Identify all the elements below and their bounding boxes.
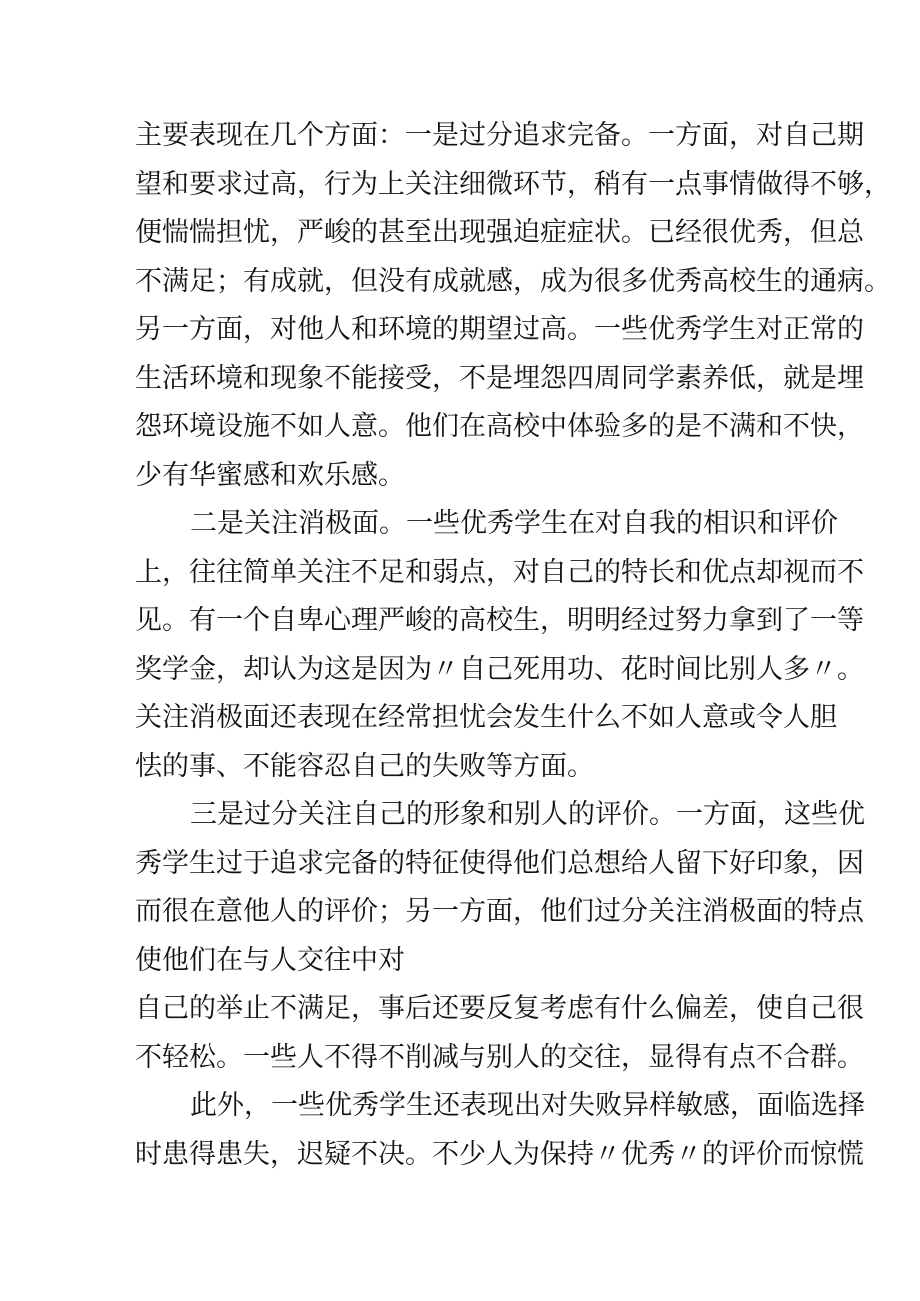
- line-text: 二是关注消极面。一些优秀学生在对自我的相识和评价: [190, 508, 838, 539]
- text-line: [0, 792, 920, 838]
- line-text: 三是过分关注自己的形象和别人的评价。一方面，这些优: [190, 799, 865, 830]
- line-text: 奖学金，却认为这是因为〃自己死用功、花时间比别人多〃。: [135, 654, 864, 685]
- line-text: 秀学生过于追求完备的特征使得他们总想给人留下好印象，因: [135, 848, 864, 879]
- text-line: [0, 453, 920, 499]
- line-text: 此外，一些优秀学生还表现出对失败异样敏感，面临选择: [190, 1090, 865, 1121]
- text-line: [0, 113, 920, 159]
- line-text: 自己的举止不满足，事后还要反复考虑有什么偏差，使自己很: [135, 993, 864, 1024]
- line-text: 时患得患失，迟疑不决。不少人为保持〃优秀〃的评价而惊慌: [135, 1139, 864, 1170]
- line-text: 不轻松。一些人不得不削减与别人的交往，显得有点不合群。: [135, 1042, 864, 1073]
- line-text: 关注消极面还表现在经常担忧会发生什么不如人意或令人胆: [135, 702, 837, 733]
- text-line: [0, 501, 920, 547]
- line-text: 怯的事、不能容忍自己的失败等方面。: [135, 751, 594, 782]
- text-line: [0, 1132, 920, 1178]
- line-text: 主要表现在几个方面：一是过分追求完备。一方面，对自己期: [135, 120, 864, 151]
- text-line: [0, 259, 920, 305]
- line-text: 生活环境和现象不能接受，不是埋怨四周同学素养低，就是埋: [135, 363, 864, 394]
- text-line: [0, 1083, 920, 1129]
- line-text: 望和要求过高，行为上关注细微环节，稍有一点事情做得不够，: [135, 169, 891, 200]
- text-line: [0, 986, 920, 1032]
- text-line: [0, 356, 920, 402]
- text-line: [0, 598, 920, 644]
- text-line: [0, 210, 920, 256]
- text-line: [0, 550, 920, 596]
- line-text: 使他们在与人交往中对: [135, 945, 405, 976]
- text-line: [0, 744, 920, 790]
- text-line: [0, 307, 920, 353]
- line-text: 上，往往简单关注不足和弱点，对自己的特长和优点却视而不: [135, 557, 864, 588]
- line-text: 怨环境设施不如人意。他们在高校中体验多的是不满和不快，: [135, 411, 864, 442]
- line-text: 见。有一个自卑心理严峻的高校生，明明经过努力拿到了一等: [135, 605, 864, 636]
- text-line: [0, 162, 920, 208]
- text-line: [0, 1035, 920, 1081]
- line-text: 便惴惴担忧，严峻的甚至出现强迫症症状。已经很优秀，但总: [135, 217, 864, 248]
- text-line: [0, 938, 920, 984]
- text-line: [0, 889, 920, 935]
- text-line: [0, 647, 920, 693]
- line-text: 少有华蜜感和欢乐感。: [135, 460, 405, 491]
- line-text: 而很在意他人的评价；另一方面，他们过分关注消极面的特点: [135, 896, 864, 927]
- line-text: 另一方面，对他人和环境的期望过高。一些优秀学生对正常的: [135, 314, 864, 345]
- text-line: [0, 404, 920, 450]
- text-line: [0, 841, 920, 887]
- line-text: 不满足；有成就，但没有成就感，成为很多优秀高校生的通病。: [135, 266, 891, 297]
- text-line: [0, 695, 920, 741]
